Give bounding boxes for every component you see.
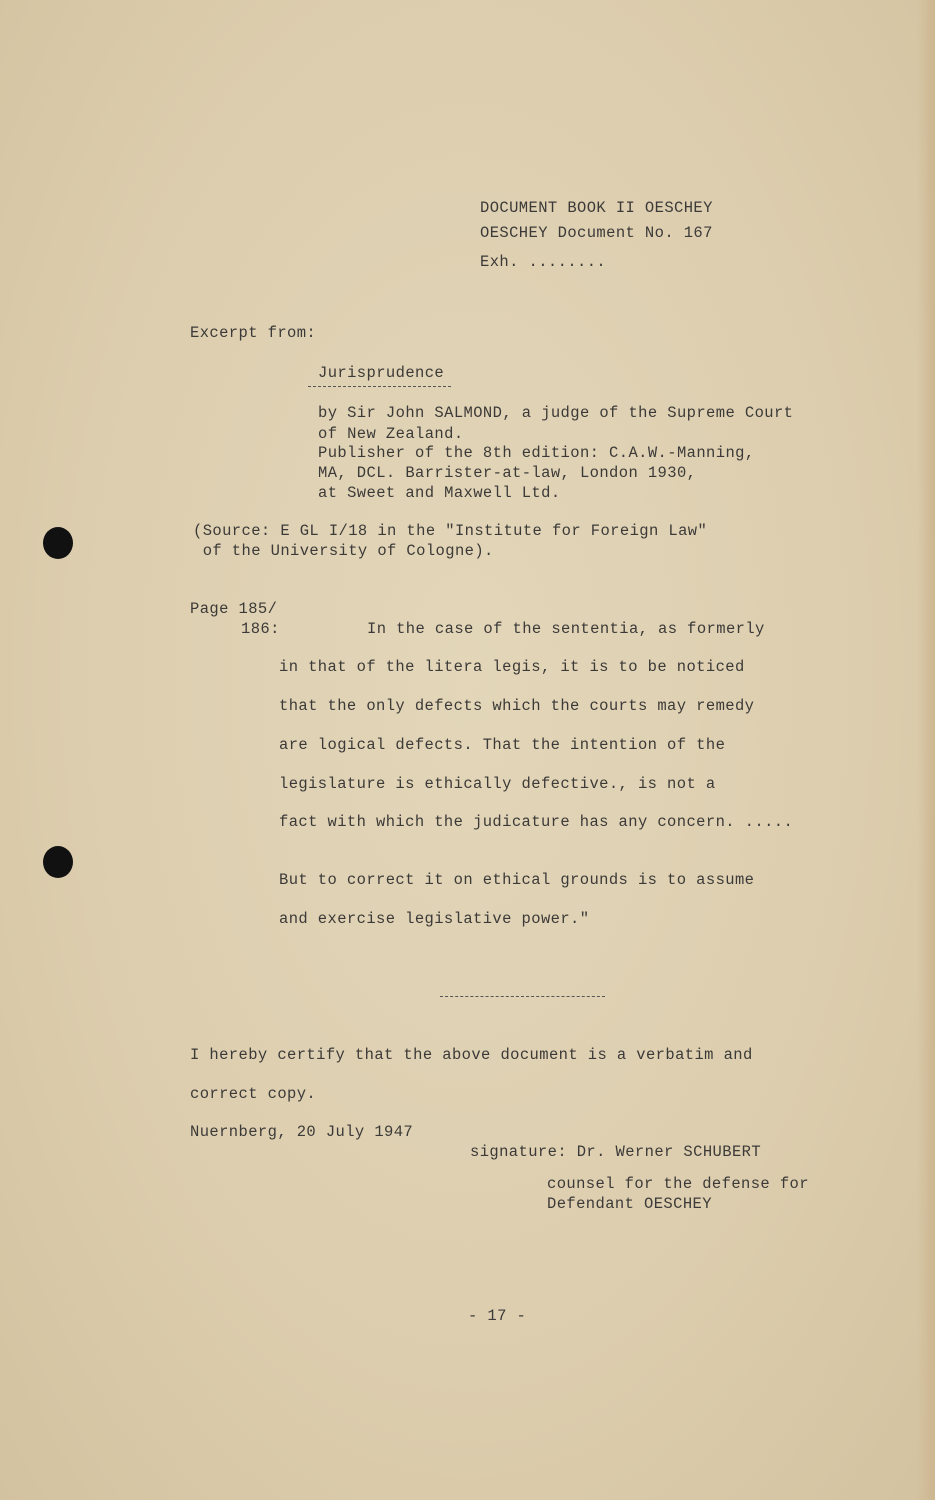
quote-line: legislature is ethically defective., is not a <box>279 775 716 793</box>
title-underline <box>308 386 451 387</box>
document-number-line: OESCHEY Document No. 167 <box>480 224 713 242</box>
punch-hole <box>43 527 73 559</box>
citation-line: by Sir John SALMOND, a judge of the Supreme Court <box>318 404 794 422</box>
certification-text: I hereby certify that the above document is a verbatim and <box>190 1046 753 1064</box>
place-date: Nuernberg, 20 July 1947 <box>190 1123 414 1141</box>
excerpt-label: Excerpt from: <box>190 324 317 342</box>
citation-line: of New Zealand. <box>318 425 464 443</box>
counsel-role: counsel for the defense for <box>547 1175 809 1193</box>
quote-line: fact with which the judicature has any concern. ..... <box>279 813 794 831</box>
citation-line: at Sweet and Maxwell Ltd. <box>318 484 561 502</box>
quote-line: and exercise legislative power." <box>279 910 590 928</box>
source-line: (Source: E GL I/18 in the "Institute for Foreign Law" <box>193 522 708 540</box>
exhibit-line: Exh. ........ <box>480 253 607 271</box>
punch-hole <box>43 846 73 878</box>
page-reference: Page 185/ <box>190 600 278 618</box>
page-reference-cont: 186: <box>241 620 280 638</box>
page-number: - 17 - <box>468 1307 527 1325</box>
document-book-line: DOCUMENT BOOK II OESCHEY <box>480 199 713 217</box>
quote-line: But to correct it on ethical grounds is to assume <box>279 871 755 889</box>
section-divider <box>440 996 605 997</box>
certification-text: correct copy. <box>190 1085 317 1103</box>
source-line: of the University of Cologne). <box>193 542 494 560</box>
paper-edge <box>917 0 935 1500</box>
book-title: Jurisprudence <box>318 364 445 382</box>
counsel-role: Defendant OESCHEY <box>547 1195 712 1213</box>
quote-line: are logical defects. That the intention of the <box>279 736 726 754</box>
quote-line: that the only defects which the courts may remedy <box>279 697 755 715</box>
signature-line: signature: Dr. Werner SCHUBERT <box>470 1143 762 1161</box>
citation-line: Publisher of the 8th edition: C.A.W.-Manning, <box>318 444 755 462</box>
quote-line: In the case of the sententia, as formerly <box>367 620 765 638</box>
quote-line: in that of the litera legis, it is to be noticed <box>279 658 745 676</box>
citation-line: MA, DCL. Barrister-at-law, London 1930, <box>318 464 697 482</box>
